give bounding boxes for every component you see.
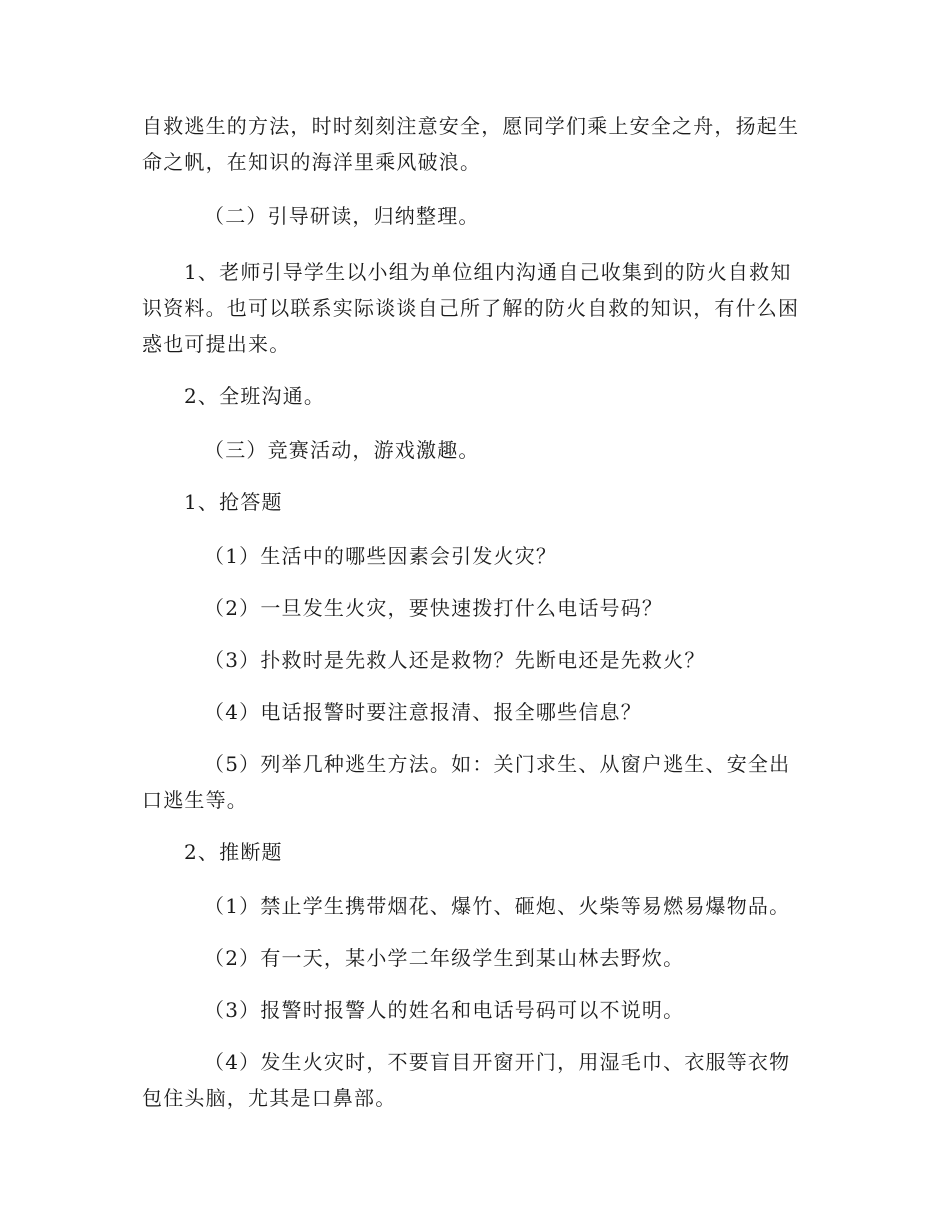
- paragraph-step-1: 1、老师引导学生以小组为单位组内沟通自己收集到的防火自救知识资料。也可以联系实际谈谈自己所了解的防火自救的知识，有什么困惑也可提出来。: [142, 260, 800, 356]
- section-heading-2: （二）引导研读，归纳整理。: [204, 204, 480, 228]
- quiz-question-3: （3）扑救时是先救人还是救物？先断电还是先救火？: [204, 648, 706, 672]
- quiz-question-4: （4）电话报警时要注意报清、报全哪些信息？: [204, 700, 642, 724]
- paragraph-intro-continuation: 自救逃生的方法，时时刻刻注意安全，愿同学们乘上安全之舟，扬起生命之帆，在知识的海洋里乘风破浪。: [142, 114, 800, 174]
- judgement-item-1: （1）禁止学生携带烟花、爆竹、砸炮、火柴等易燃易爆物品。: [204, 894, 791, 918]
- paragraph-step-2: 2、全班沟通。: [184, 384, 326, 408]
- section-heading-3: （三）竞赛活动，游戏激趣。: [204, 438, 480, 462]
- judgement-item-4: （4）发生火灾时，不要盲目开窗开门，用湿毛巾、衣服等衣物包住头脑，尤其是口鼻部。: [142, 1050, 791, 1110]
- judgement-item-3: （3）报警时报警人的姓名和电话号码可以不说明。: [204, 998, 685, 1022]
- judgement-item-2: （2）有一天，某小学二年级学生到某山林去野炊。: [204, 946, 685, 970]
- quiz-question-2: （2）一旦发生火灾，要快速拨打什么电话号码？: [204, 596, 664, 620]
- quiz-question-5: （5）列举几种逃生方法。如：关门求生、从窗户逃生、安全出口逃生等。: [142, 752, 791, 812]
- subheading-judgement: 2、推断题: [184, 840, 283, 864]
- quiz-question-1: （1）生活中的哪些因素会引发火灾？: [204, 544, 558, 568]
- subheading-quiz: 1、抢答题: [184, 490, 283, 514]
